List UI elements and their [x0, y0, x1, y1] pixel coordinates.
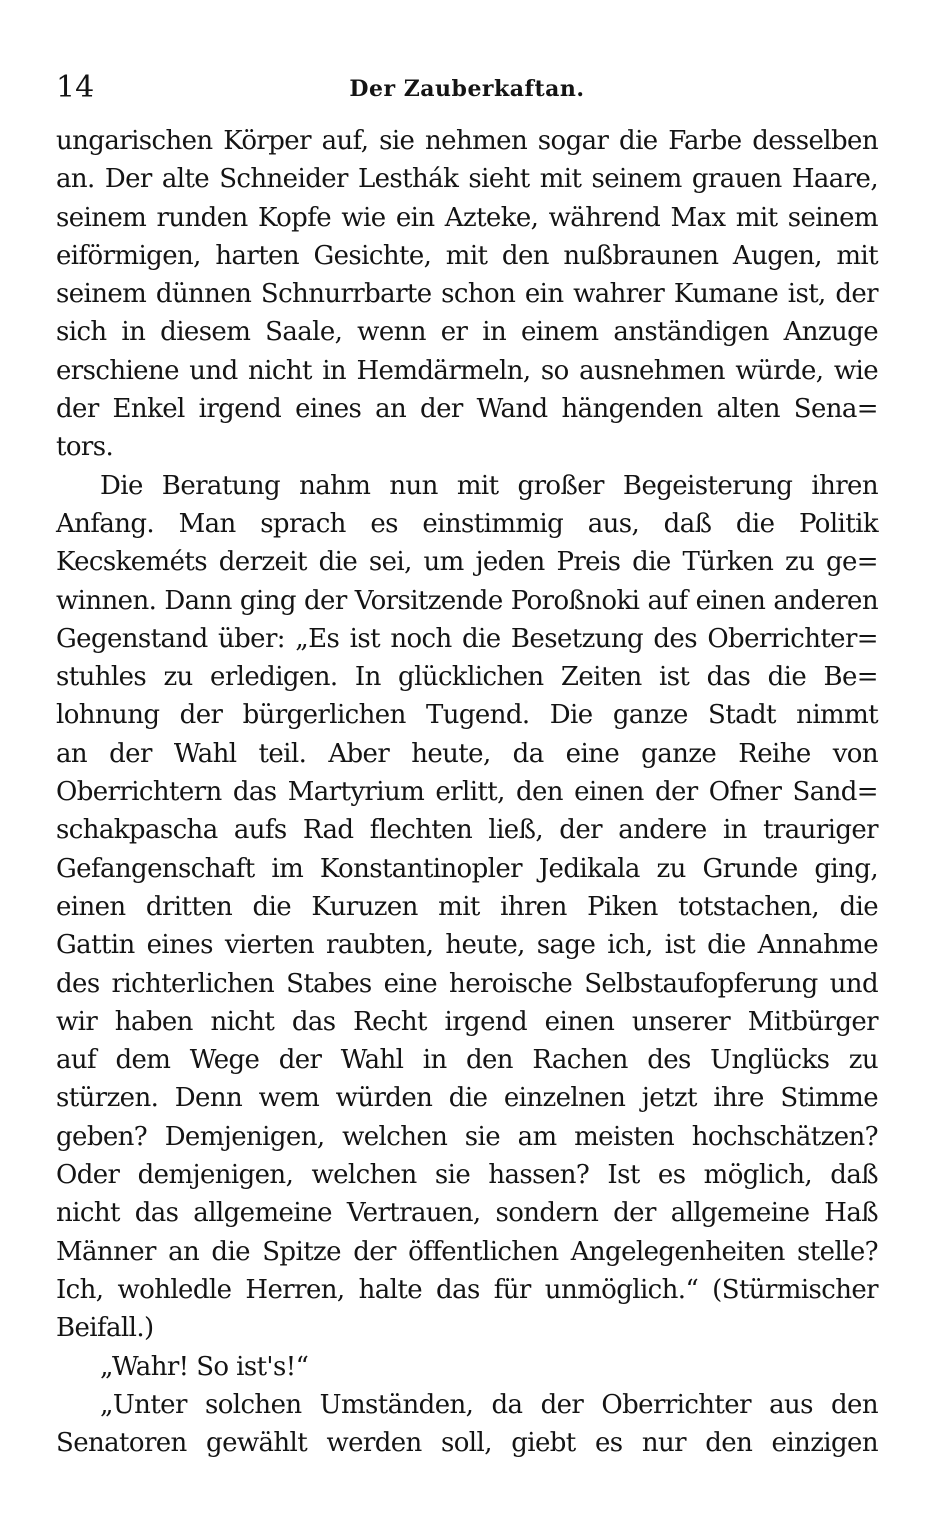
text-line: „Wahr! So ist's!“ [100, 1351, 309, 1382]
running-head: Der Zauberkaftan. [349, 76, 585, 102]
text-line: Anfang. Man sprach es einstimmig aus, daß die Politik [56, 508, 878, 539]
text-line: seinem dünnen Schnurrbarte schon ein wahrer Kumane ist, der [56, 279, 878, 310]
text-line: einen dritten die Kuruzen mit ihren Piken totstachen, die [56, 891, 878, 922]
body-text [56, 122, 878, 1462]
text-line: Gefangenschaft im Konstantinopler Jedikala zu Grunde ging, [56, 853, 878, 884]
text-line: Oder demjenigen, welchen sie hassen? Ist es möglich, daß [56, 1160, 878, 1191]
text-line: Senatoren gewählt werden soll, giebt es nur den einzigen [56, 1428, 878, 1459]
text-line: auf dem Wege der Wahl in den Rachen des Unglücks zu [56, 1045, 878, 1076]
page-number: 14 [56, 70, 95, 105]
text-line: seinem runden Kopfe wie ein Azteke, während Max mit seinem [56, 202, 878, 233]
text-line: an der Wahl teil. Aber heute, da eine ganze Reihe von [56, 738, 878, 769]
page-header [56, 70, 878, 110]
text-line: des richterlichen Stabes eine heroische Selbstaufopferung und [56, 968, 878, 999]
text-line: Gattin eines vierten raubten, heute, sage ich, ist die Annahme [56, 930, 878, 961]
text-line: sich in diesem Saale, wenn er in einem anständigen Anzuge [56, 317, 878, 348]
text-line: stürzen. Denn wem würden die einzelnen jetzt ihre Stimme [56, 1083, 878, 1114]
text-line: erschiene und nicht in Hemdärmeln, so ausnehmen würde, wie [56, 355, 878, 386]
text-line: Beifall.) [56, 1313, 154, 1344]
text-line: Die Beratung nahm nun mit großer Begeisterung ihren [100, 470, 878, 501]
text-line: Kecskeméts derzeit die sei, um jeden Preis die Türken zu ge= [56, 547, 878, 578]
text-line: schakpascha aufs Rad flechten ließ, der andere in trauriger [56, 815, 878, 846]
text-line: „Unter solchen Umständen, da der Oberrichter aus den [100, 1389, 878, 1420]
text-line: lohnung der bürgerlichen Tugend. Die ganze Stadt nimmt [56, 700, 878, 731]
text-line: winnen. Dann ging der Vorsitzende Poroßnoki auf einen anderen [56, 585, 878, 616]
text-line: eiförmigen, harten Gesichte, mit den nußbraunen Augen, mit [56, 240, 878, 271]
text-line: Ich, wohledle Herren, halte das für unmöglich.“ (Stürmischer [56, 1274, 878, 1305]
text-line: ungarischen Körper auf, sie nehmen sogar die Farbe desselben [56, 126, 878, 156]
text-line: tors. [56, 432, 114, 463]
text-line: Gegenstand über: „Es ist noch die Besetzung des Oberrichter= [56, 623, 878, 654]
text-line: wir haben nicht das Recht irgend einen unserer Mitbürger [56, 1006, 878, 1037]
text-line: Männer an die Spitze der öffentlichen Angelegenheiten stelle? [56, 1236, 878, 1267]
text-line: stuhles zu erledigen. In glücklichen Zeiten ist das die Be= [56, 662, 878, 693]
text-line: an. Der alte Schneider Lesthák sieht mit seinem grauen Haare, [56, 164, 878, 195]
text-line: nicht das allgemeine Vertrauen, sondern der allgemeine Haß [56, 1198, 878, 1229]
text-line: der Enkel irgend eines an der Wand hängenden alten Sena= [56, 394, 878, 425]
text-line: Oberrichtern das Martyrium erlitt, den einen der Ofner Sand= [56, 777, 878, 808]
text-line: geben? Demjenigen, welchen sie am meisten hochschätzen? [56, 1121, 878, 1152]
